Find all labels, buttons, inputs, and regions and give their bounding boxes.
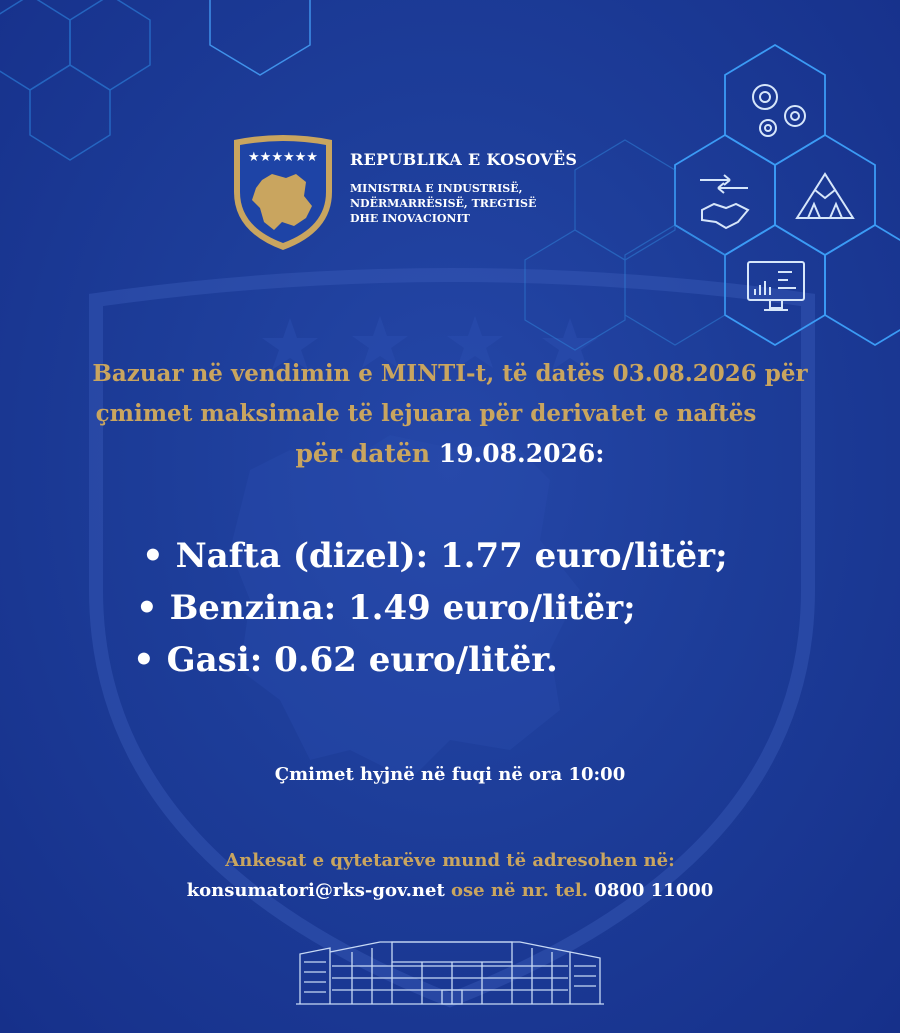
ministry-name	[350, 181, 577, 226]
intro-line-1: Bazuar në vendimin e MINTI-t, të datës 03.08.2026 për	[92, 360, 808, 387]
price-list	[0, 530, 900, 686]
kosovo-emblem	[228, 132, 338, 252]
contact-phone[interactable]: 0800 11000	[594, 880, 714, 901]
contact-info	[0, 846, 900, 906]
government-building-illustration	[292, 936, 608, 1008]
ministry-line: MINISTRIA E INDUSTRISË,	[350, 182, 523, 195]
complaints-line: Ankesat e qytetarëve mund të adresohen në:	[225, 850, 675, 871]
intro-line-3	[0, 434, 900, 474]
price-item-petrol: • Benzina: 1.49 euro/litër;	[136, 588, 636, 628]
effective-time-note: Çmimet hyjnë në fuqi në ora 10:00	[274, 764, 626, 785]
header	[350, 150, 577, 226]
contact-details	[0, 876, 900, 906]
contact-email[interactable]: konsumatori@rks-gov.net	[186, 880, 445, 901]
republic-title: REPUBLIKA E KOSOVËS	[350, 150, 578, 169]
intro-date-prefix: për datën	[295, 439, 439, 468]
ministry-line: DHE INOVACIONIT	[350, 212, 470, 225]
mountains-icon	[797, 174, 853, 218]
hex-grid-top-left	[0, 0, 150, 160]
gears-icon	[753, 85, 805, 136]
intro-text	[0, 354, 900, 474]
contact-or-phone-label: ose në nr. tel.	[444, 880, 595, 901]
intro-line-2: çmimet maksimale të lejuara për derivatet e naftës	[95, 400, 757, 427]
handshake-icon	[700, 175, 748, 228]
ministry-line: NDËRMARRËSISË, TREGTISË	[350, 197, 537, 210]
price-item-gas: • Gasi: 0.62 euro/litër.	[133, 640, 558, 680]
price-date: 19.08.2026:	[438, 439, 605, 468]
price-item-diesel: • Nafta (dizel): 1.77 euro/litër;	[142, 536, 728, 576]
svg-text:★★★★★★: ★★★★★★	[248, 150, 318, 165]
